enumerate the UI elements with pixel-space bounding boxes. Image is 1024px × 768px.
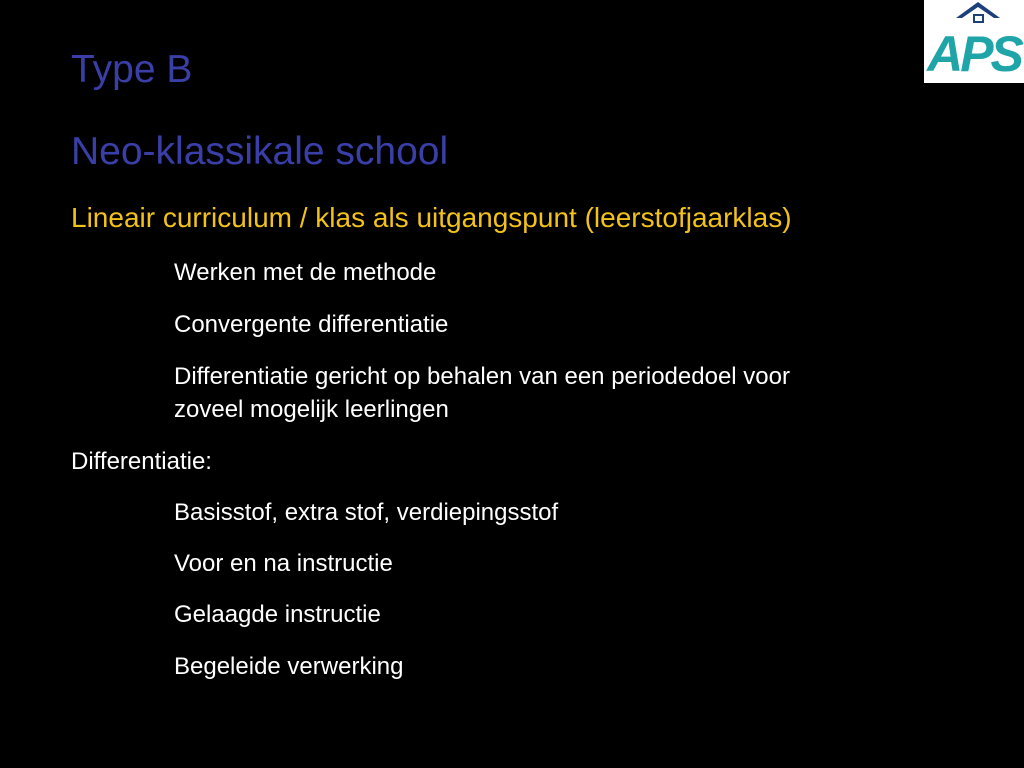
slide-subheading: Differentiatie: (71, 448, 212, 475)
bullet-item-continuation: zoveel mogelijk leerlingen (174, 396, 449, 423)
bullet-item: Convergente differentiatie (174, 311, 449, 338)
aps-logo (924, 0, 1024, 83)
bullet-item: Voor en na instructie (174, 550, 393, 577)
bullet-item: Gelaagde instructie (174, 601, 381, 628)
bullet-item: Begeleide verwerking (174, 653, 404, 680)
bullet-item: Differentiatie gericht op behalen van een periodedoel voor (174, 363, 790, 390)
slide-title-line-1: Type B (71, 48, 193, 91)
bullet-item: Basisstof, extra stof, verdiepingsstof (174, 499, 559, 526)
slide-title-line-2: Neo-klassikale school (71, 130, 449, 173)
bullet-item: Werken met de methode (174, 259, 437, 286)
slide-heading: Lineair curriculum / klas als uitgangspunt (leerstofjaarklas) (71, 202, 792, 233)
logo-text: APS (927, 26, 1021, 82)
